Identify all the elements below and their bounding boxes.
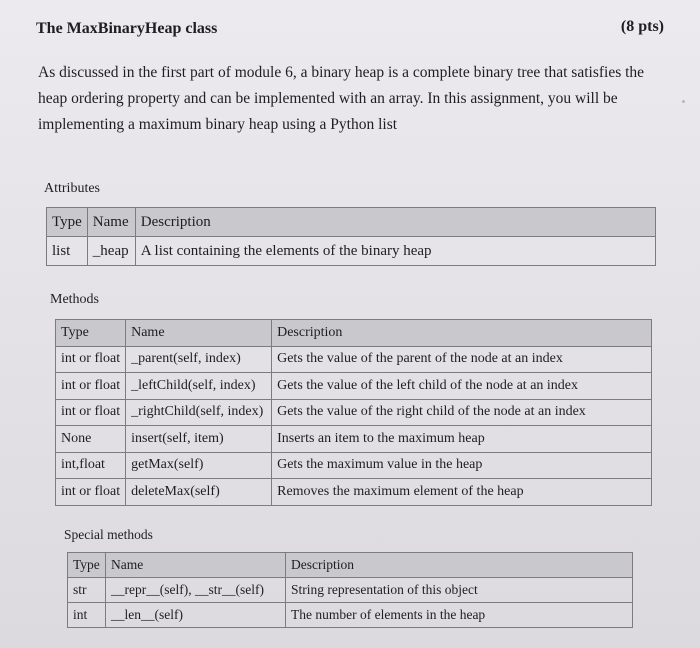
table-cell: Gets the maximum value in the heap: [272, 452, 652, 479]
table-cell: None: [56, 426, 126, 453]
intro-paragraph: As discussed in the first part of module 6, a binary heap is a complete binary tree that satisfies the heap ordering property and can be implemented with an array. In this assignment, you will be implementing a maximum binary heap using a Python list: [38, 64, 645, 133]
header-cell: Name: [87, 208, 135, 237]
table-row: [68, 603, 633, 628]
header-cell: Description: [272, 320, 652, 347]
header-cell: Type: [56, 320, 126, 347]
table-row: [56, 373, 652, 400]
header-cell: Name: [106, 553, 286, 578]
table-cell: int or float: [56, 373, 126, 400]
table-cell: Gets the value of the left child of the node at an index: [272, 373, 652, 400]
table-cell: str: [68, 578, 106, 603]
table-cell: deleteMax(self): [126, 479, 272, 506]
table-cell: __len__(self): [106, 603, 286, 628]
table-header-row: [56, 320, 652, 347]
table-row: [56, 426, 652, 453]
table-row: [56, 479, 652, 506]
table-cell: list: [47, 237, 88, 266]
table-cell: _parent(self, index): [126, 346, 272, 373]
table-row: [47, 237, 656, 266]
table-row: [68, 578, 633, 603]
header-cell: Type: [68, 553, 106, 578]
methods-table: [55, 319, 652, 506]
table-cell: _heap: [87, 237, 135, 266]
table-cell: int or float: [56, 399, 126, 426]
table-cell: int,float: [56, 452, 126, 479]
speck: [682, 100, 685, 103]
table-cell: int or float: [56, 346, 126, 373]
table-cell: A list containing the elements of the binary heap: [135, 237, 655, 266]
table-cell: Inserts an item to the maximum heap: [272, 426, 652, 453]
table-row: [56, 346, 652, 373]
table-header-row: [47, 208, 656, 237]
header-cell: Description: [286, 553, 633, 578]
table-cell: The number of elements in the heap: [286, 603, 633, 628]
attributes-label: Attributes: [44, 181, 100, 196]
special-methods-table: [67, 552, 633, 628]
section-title: The MaxBinaryHeap class: [36, 20, 218, 37]
points-label: (8 pts): [620, 18, 664, 35]
table-cell: Gets the value of the parent of the node at an index: [272, 346, 652, 373]
table-cell: __repr__(self), __str__(self): [106, 578, 286, 603]
table-cell: String representation of this object: [286, 578, 633, 603]
table-row: [56, 452, 652, 479]
header-cell: Type: [47, 208, 88, 237]
table-cell: getMax(self): [126, 452, 272, 479]
methods-label: Methods: [50, 292, 99, 307]
table-row: [56, 399, 652, 426]
header-cell: Name: [126, 320, 272, 347]
table-cell: Gets the value of the right child of the node at an index: [272, 399, 652, 426]
table-cell: _rightChild(self, index): [126, 399, 272, 426]
table-cell: Removes the maximum element of the heap: [272, 479, 652, 506]
header-cell: Description: [135, 208, 655, 237]
special-methods-label: Special methods: [64, 527, 153, 542]
attributes-table: [46, 207, 656, 266]
table-header-row: [68, 553, 633, 578]
table-cell: insert(self, item): [126, 426, 272, 453]
table-cell: _leftChild(self, index): [126, 373, 272, 400]
table-cell: int or float: [56, 479, 126, 506]
table-cell: int: [68, 603, 106, 628]
